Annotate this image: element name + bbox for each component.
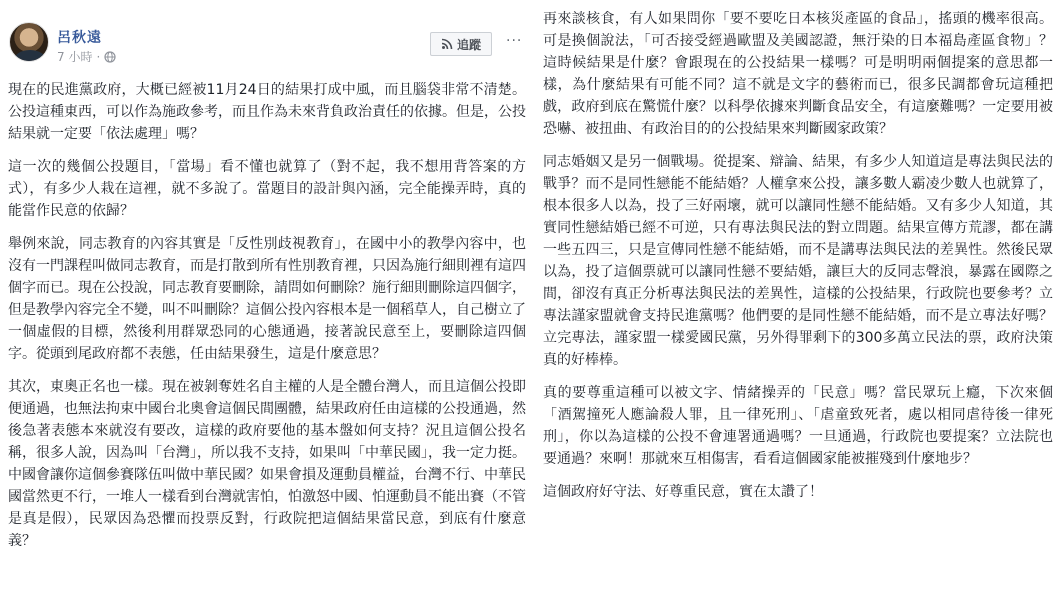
more-options-icon[interactable]: ··· [506,33,523,49]
rss-icon [441,38,453,50]
author-name[interactable]: 呂秋遠 [57,30,102,46]
post-paragraph: 同志婚姻又是另一個戰場。從提案、辯論、結果，有多少人知道這是專法與民法的戰爭？而不是同性戀能不能結婚？人權拿來公投，讓多數人霸凌少數人也就算了，根本很多人以為，投了三好兩壞，就可以讓同性戀不能結婚。又有多少人知道，其實同性戀結婚已經不可逆，只有專法與民法的對立問題。結果宣傳方荒謬，都在講一些五四三，只是宣傳同性戀不能結婚，而不是講專法與民法的差異性。然後民眾以為，投了這個票就可以讓同性戀不要結婚，讓巨大的反同志聲浪，暴露在國際之間，卻沒有真正分析專法與民法的差異性，這樣的公投結果，行政院也要參考？立專法謹家盟就會支持民進黨嗎？他們要的是同性戀不能結婚，而不是立專法好嗎？立完專法，謹家盟一樣愛國民黨，另外得罪剩下的300多萬立民法的票，政府決策真的好棒棒。 [543,154,1053,368]
meta-separator: · [96,49,101,64]
post-paragraph: 這個政府好守法、好尊重民意，實在太讚了！ [543,484,823,500]
post-paragraph: 真的要尊重這種可以被文字、情緒操弄的「民意」嗎？當民眾玩上癮，下次來個「酒駕撞死人應論殺人罪，且一律死刑」、「虐童致死者，處以相同虐待後一律死刑」，你以為這樣的公投不會連署通過嗎？一旦通過，行政院也要提案？立法院也要通過？來啊！那就來互相傷害，看看這個國家能被摧殘到什麼地步？ [543,385,1053,467]
follow-button[interactable] [430,32,492,56]
follow-label: 追蹤 [456,37,481,52]
post-right-column [533,0,1060,596]
post-left-column [0,0,529,596]
post-paragraph: 舉例來說，同志教育的內容其實是「反性別歧視教育」，在國中小的教學內容中，也沒有一門課程叫做同志教育，而是打散到所有性別教育裡，只因為施行細則裡有這四個字而已。現在公投說，同志教育要刪除，請問如何刪除？施行細則刪除這四個字，但是教學內容完全不變，叫不叫刪除？這個公投內容根本是一個稻草人，自己樹立了一個虛假的目標，然後利用群眾恐同的心態通過，接著說民意至上，要刪除這四個字。從頭到尾政府都不表態，任由結果發生，這是什麼意思？ [8,236,526,362]
post-header [0,0,529,72]
post-paragraph: 再來談核食，有人如果問你「要不要吃日本核災產區的食品」，搖頭的機率很高。可是換個說法，「可否接受經過歐盟及美國認證，無汙染的日本福島產區食物」？這時候結果是什麼？會跟現在的公投結果一樣嗎？可是明明兩個提案的意思都一樣，為什麼結果有可能不同？這不就是文字的藝術而已，很多民調都會玩這種把戲，政府到底在驚慌什麼？以科學依據來判斷食品安全，有這麼難嗎？一定要用被恐嚇、被扭曲、有政治目的的公投結果來判斷國家政策？ [543,11,1053,137]
post-meta [57,48,116,65]
avatar-shoulders [14,50,46,62]
post-paragraph: 其次，東奧正名也一樣。現在被剝奪姓名自主權的人是全體台灣人，而且這個公投即便通過，也無法拘束中國台北奧會這個民間團體，結果政府任由這樣的公投通過，然後急著表態本來就沒有要改，這樣的政府要他的基本盤如何支持？況且這個公投名稱，很多人說，因為叫「台灣」，所以我不支持，如果叫「中華民國」，我一定力挺。中國會讓你這個參賽隊伍叫做中華民國？如果會損及運動員權益，台灣不行、中華民國當然更不行，一堆人一樣看到台灣就害怕，怕激怒中國、怕運動員不能出賽（不管是真是假），民眾因為恐懼而投票反對，行政院把這個結果當民意，到底有什麼意義？ [8,379,526,549]
post-time[interactable]: 7 小時 [57,50,93,64]
post-paragraph: 現在的民進黨政府，大概已經被11月24日的結果打成中風，而且腦袋非常不清楚。公投這種東西，可以作為施政參考，而且作為未來背負政治責任的依據。但是，公投結果就一定要「依法處理」嗎？ [8,82,526,142]
globe-icon [104,51,116,63]
post-body-right [543,8,1053,514]
post-body-left [8,79,526,563]
post-paragraph: 這一次的幾個公投題目，「當場」看不懂也就算了（對不起，我不想用背答案的方式），有多少人栽在這裡，就不多說了。當題目的設計與內涵，完全能操弄時，真的能當作民意的依歸？ [8,159,526,219]
avatar[interactable] [9,22,49,62]
